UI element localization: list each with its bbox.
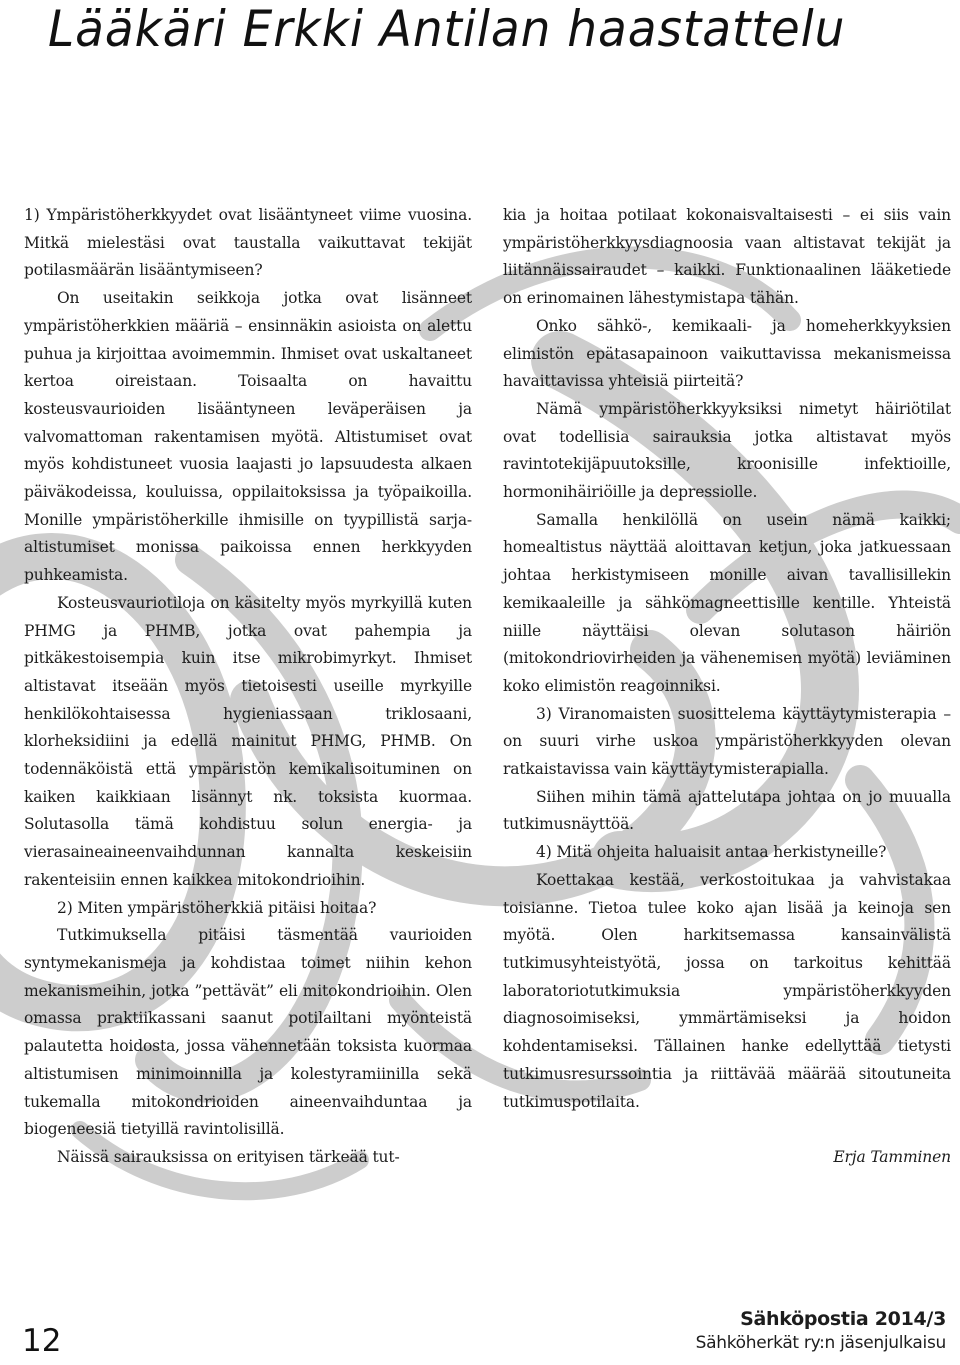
- right-column: [503, 202, 951, 1172]
- left-column: [24, 202, 472, 1172]
- paragraph: Näissä sairauksissa on erityisen tärkeää tut-: [57, 1147, 400, 1166]
- paragraph: On useitakin seikkoja jotka ovat lisänneet ympäristöherkkien määriä – ensinnäkin asioista on alettu puhua ja kirjoittaa avoimemmin. Ihmiset ovat uskaltaneet kertoa oireistaan. Toisaalta on havaittu kosteusvaurioiden lisääntyneen leväperäisen ja valvomattoman rakentamisen myötä. Altistumiset ovat myös kohdistuneet vuosia laajasti jo lapsuudesta alkaen päiväkodeissa, kouluissa, oppilaitoksissa ja työpaikoilla. Monille ympäristöherkille ihmisille on tyypillistä sarja-altistumiset monissa paikoissa ennen herkkyyden puhkeamista.: [24, 289, 472, 585]
- publication-footer: [696, 1307, 946, 1355]
- publication-subtitle: Sähköherkät ry:n jäsenjulkaisu: [695, 1333, 946, 1353]
- question-followup: Onko sähkö-, kemikaali- ja homeherkkyyksien elimistön epätasapainoon vaikuttavissa mekanismeissa havaittavissa yhteisiä piirteitä?: [503, 316, 951, 391]
- paragraph: Nämä ympäristöherkkyyksiksi nimetyt häiriötilat ovat todellisia sairauksia jotka altistavat myös ravintotekijäpuutoksille, kroonisille infektioille, hormonihäiriöille ja depressiolle.: [503, 399, 951, 502]
- article-title: Lääkäri Erkki Antilan haastattelu: [48, 0, 846, 58]
- publication-name: Sähköpostia 2014/3: [740, 1308, 946, 1330]
- question-3: 3) Viranomaisten suosittelema käyttäytymisterapia – on suuri virhe uskoa ympäristöherkkyyden olevan ratkaistavissa vain käyttäytymisterapialla.: [503, 704, 951, 779]
- question-4: 4) Mitä ohjeita haluaisit antaa herkistyneille?: [536, 843, 887, 862]
- page-number: 12: [22, 1323, 62, 1359]
- question-2: 2) Miten ympäristöherkkiä pitäisi hoitaa?: [57, 898, 377, 917]
- paragraph: kia ja hoitaa potilaat kokonaisvaltaisesti – ei siis vain ympäristöherkkyysdiagnoosia vaan altistavat tekijät ja liitännäissairaudet – kaikki. Funktionaalinen lääketiede on erinomainen lähestymistapa tähän.: [503, 206, 951, 308]
- paragraph: Samalla henkilöllä on usein nämä kaikki; homealtistus näyttää aloittavan ketjun, joka jatkuessaan johtaa herkistymiseen monille aivan tavallisillekin kemikaaleille ja sähkömagneettisille kentille. Yhteistä niille näyttäisi olevan solutason häiriön (mitokondriovirheiden ja vähenemisen myötä) leviäminen koko elimistön reagoinniksi.: [503, 510, 951, 695]
- author-signature: Erja Tamminen: [833, 1148, 951, 1167]
- paragraph: Tutkimuksella pitäisi täsmentää vaurioiden syntymekanismeja ja kohdistaa toimet niihin kehon mekanismeihin, jotka ”pettävät” eli mitokondrioihin. Olen omassa praktiikassani saanut potilailtani myönteistä palautetta hoidosta, jossa vähennetään toksista kuormaa altistumisen minimoinnilla ja kolestyramiinilla sekä tukemalla mitokondrioiden aineenvaihduntaa ja biogeneesiä tietyillä ravintolisillä.: [24, 926, 472, 1139]
- paragraph: Siihen mihin tämä ajattelutapa johtaa on jo muualla tutkimusnäyttöä.: [503, 787, 951, 834]
- paragraph: Koettakaa kestää, verkostoitukaa ja vahvistakaa toisianne. Tietoa tulee koko ajan lisää ja keinoja sen myötä. Olen harkitsemassa kansainvälistä tutkimusyhteistyötä, jossa on tarkoitus kehittää laboratoriotutkimuksia ympäristöherkkyyden diagnosoimiseksi, ymmärtämiseksi ja hoidon kohdentamiseksi. Tällainen hanke edellyttää tietysti tutkimusresurssointia ja riittävää määrää sitoutuneita tutkimuspotilaita.: [503, 870, 951, 1111]
- paragraph: Kosteusvauriotiloja on käsitelty myös myrkyillä kuten PHMG ja PHMB, jotka ovat pahempia ja pitkäkestoisempia kuin itse mikrobimyrkyt. Ihmiset altistavat itseään myös tietoisesti useille myrkyille henkilökohtaisessa hygieniassaan triklosaani, klorheksidiini ja edellä mainitut PHMG, PHMB. On todennäköistä että ympäristön kemikalisoituminen on kaiken kaikkiaan lisännyt nk. toksista kuormaa. Solutasolla tämä kohdistuu solun energia- ja vierasaineaineenvaihdunnan kannalta keskeisiin rakenteisiin ennen kaikkea mitokondrioihin.: [24, 593, 472, 889]
- question-1: 1) Ympäristöherkkyydet ovat lisääntyneet viime vuosina. Mitkä mielestäsi ovat taustalla vaikuttavat tekijät potilasmäärän lisääntymiseen?: [24, 206, 472, 280]
